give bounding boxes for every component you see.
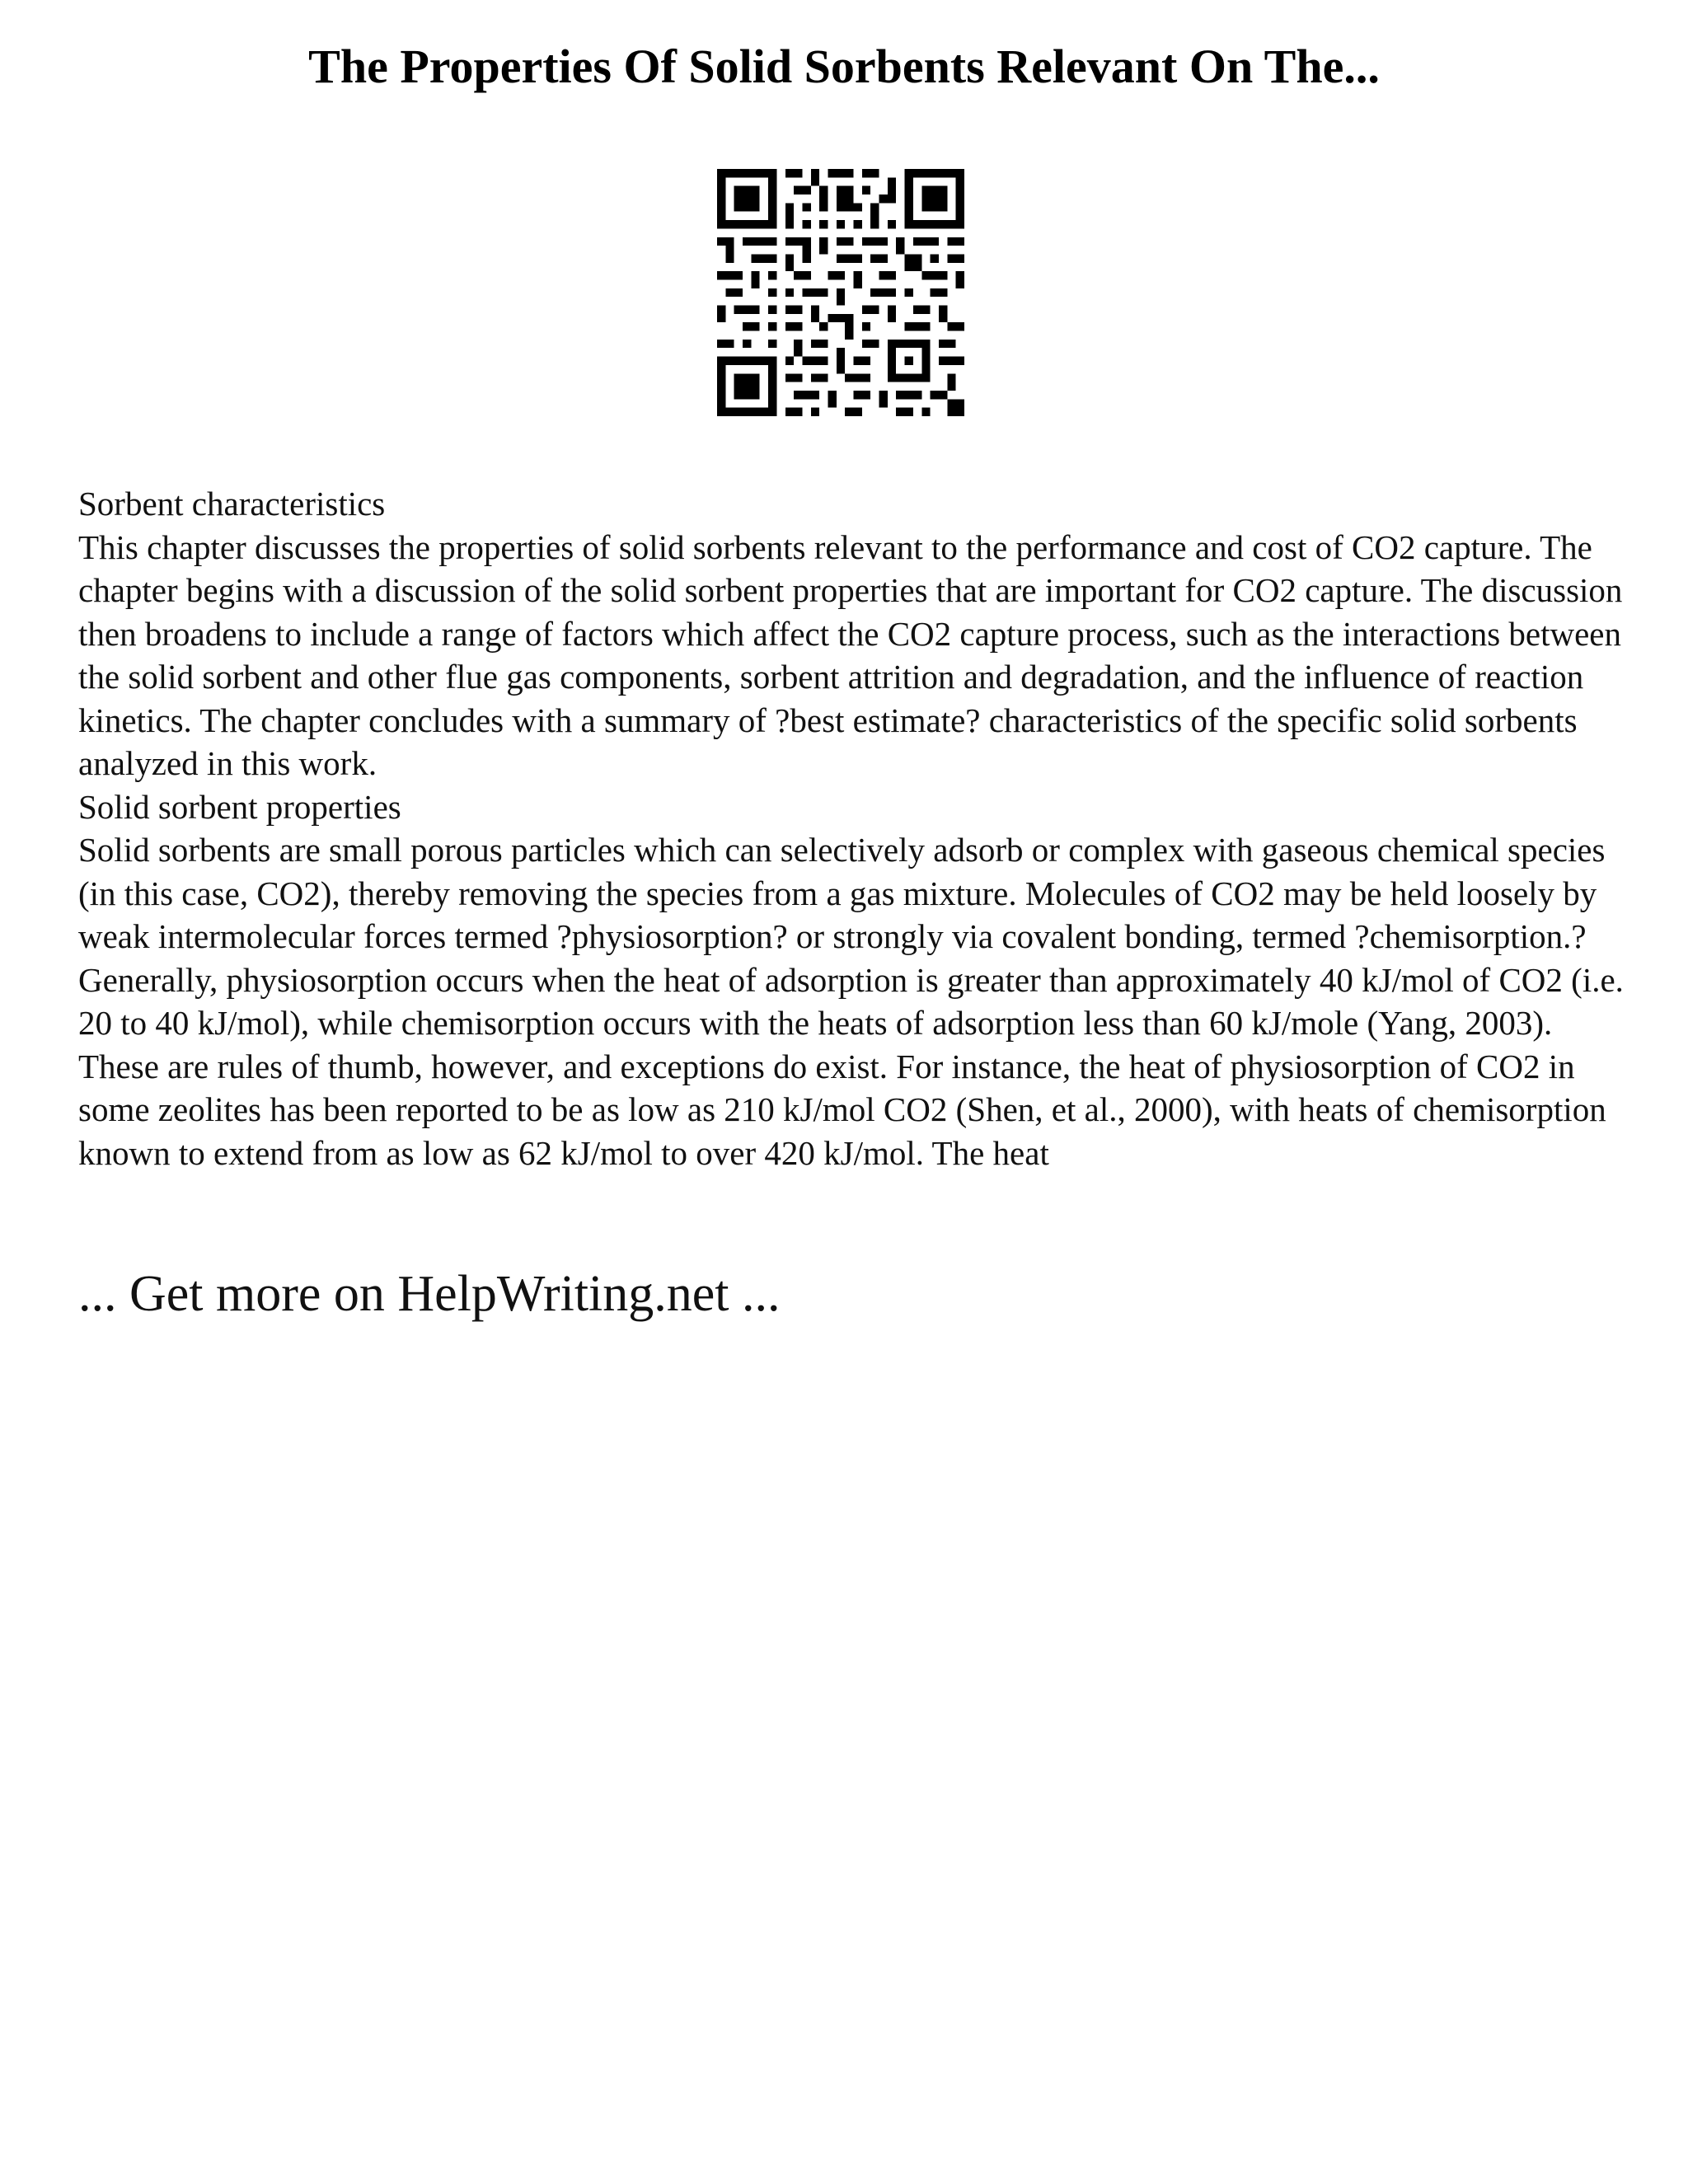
section-heading-sorbent-characteristics: Sorbent characteristics [78, 485, 386, 523]
paragraph-solid-sorbent-properties: Solid sorbents are small porous particles which can selectively adsorb or complex with gaseous chemical species (in this case, CO2), thereby removing the species from a gas mixture. Molecules of CO2 may be held loosely by weak intermolecular forces termed ?physiosorption? or strongly via covalent bonding, termed ?chemisorption.? Generally, physiosorption occurs when the heat of adsorption is greater than approximately 40 kJ/mol of CO2 (i.e. 20 to 40 kJ/mol), while chemisorption occurs with the heats of adsorption less than 60 kJ/mole (Yang, 2003). These are rules of thumb, however, and exceptions do exist. For instance, the heat of physiosorption of CO2 in some zeolites has been reported to be as low as 210 kJ/mol CO2 (Shen, et al., 2000), with heats of chemisorption known to extend from as low as 62 kJ/mol to over 420 kJ/mol. The heat [78, 831, 1624, 1172]
document-title: The Properties Of Solid Sorbents Relevant On The... [308, 40, 1380, 93]
paragraph-chapter-overview: This chapter discusses the properties of solid sorbents relevant to the performance and cost of CO2 capture. The chapter begins with a discussion of the solid sorbent properties that are important for CO2 capture. The discussion then broadens to include a range of factors which affect the CO2 capture process, such as the interactions between the solid sorbent and other flue gas components, sorbent attrition and degradation, and the influence of reaction kinetics. The chapter concludes with a summary of ?best estimate? characteristics of the specific solid sorbents analyzed in this work. [78, 527, 1623, 782]
get-more-link[interactable]: ... Get more on HelpWriting.net ... [78, 1266, 781, 1322]
section-heading-solid-sorbent-properties: Solid sorbent properties [78, 787, 401, 826]
qr-code-icon [717, 169, 964, 416]
document-body [78, 482, 1628, 1174]
